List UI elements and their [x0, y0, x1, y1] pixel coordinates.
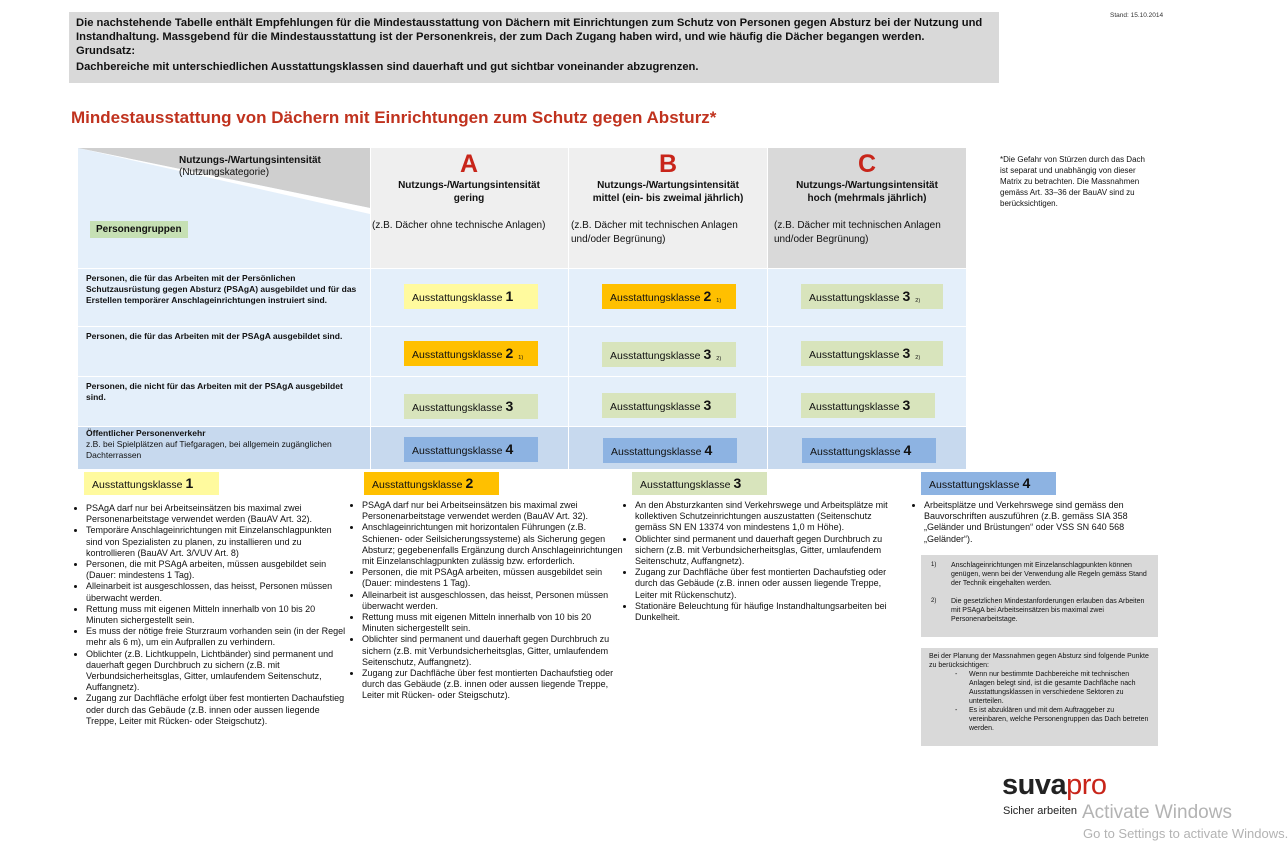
list-item: • PSAgA darf nur bei Arbeitseinsätzen bis maximal zwei Personenarbeitstage verwendet werden (BauAV Art. 32).: [86, 503, 348, 525]
list-item: • Zugang zur Dachfläche erfolgt über fest montierten Dachaufstieg oder durch das Gebäude (z.B. innen oder aussen liegende Treppe, Leiter mit Rücken- oder Steigschutz).: [86, 693, 348, 727]
row-3-col-a-badge: Ausstattungsklasse 3: [404, 394, 538, 419]
class-1-list: [72, 503, 348, 727]
row-2-col-a-badge: Ausstattungsklasse 2 1): [404, 341, 538, 366]
row-4-label-text: Öffentlicher Personenverkehr: [86, 428, 206, 438]
footnote-2: 2) Die gesetzlichen Mindestanforderungen erlauben das Arbeiten mit PSAgA bei Arbeitseinsätzen bis maximal zwei Personenarbeitstage.: [931, 598, 1145, 623]
list-item: • Zugang zur Dachfläche über fest montierten Dachaufstieg oder durch das Gebäude (z.B. innen oder aussen liegende Treppe, Leiter mit Rücken- oder Steigschutz).: [362, 668, 624, 702]
row-4-label: [78, 427, 370, 469]
list-item: • Temporäre Anschlageinrichtungen mit Einzelanschlagpunkten sind von Spezialisten zu planen, zu installieren und zu kontrollieren (BauAV Art. 3/VUV Art. 8): [86, 525, 348, 559]
list-item: • Arbeitsplätze und Verkehrswege sind gemäss den Bauvorschriften auszuführen (z.B. gemäss SIA 358 „Geländer und Brüstungen“ oder VSS SN 640 568 „Geländer“).: [924, 500, 1162, 545]
date-stamp: Stand: 15.10.2014: [1110, 12, 1164, 19]
activation-watermark: Activate Windows: [1082, 802, 1232, 823]
col-b-example: (z.B. Dächer mit technischen Anlagen und/oder Begrünung): [571, 220, 738, 245]
header-col-c: [768, 148, 966, 268]
col-c-line1: Nutzungs-/Wartungsintensität: [796, 180, 938, 191]
col-c-example: (z.B. Dächer mit technischen Anlagen und/oder Begrünung): [774, 220, 941, 245]
row-2-col-c-badge: Ausstattungsklasse 3 2): [801, 341, 943, 366]
star-footnote: *Die Gefahr von Stürzen durch das Dach ist separat und unabhängig von dieser Matrix zu betrachten. Die Massnahmen gemäss Art. 33–36 der BauAV sind zu berücksichtigen.: [1000, 155, 1145, 208]
col-c-line2: hoch (mehrmals jährlich): [807, 193, 927, 204]
col-a-letter: A: [459, 150, 479, 178]
row-1-col-c-badge: Ausstattungsklasse 3 2): [801, 284, 943, 309]
row-3-label-text: Personen, die nicht für das Arbeiten mit der PSAgA ausgebildet sind.: [86, 381, 343, 402]
grundsatz-text: Dachbereiche mit unterschiedlichen Ausstattungsklassen sind dauerhaft und gut sichtbar voneinander abzugrenzen.: [76, 61, 699, 73]
list-item: • Oblichter (z.B. Lichtkuppeln, Lichtbänder) sind permanent und dauerhaft gegen Durchbruch zu sichern (z.B. mit Verbundsicherheitsglas, Gitter, umlaufendem Seitenschutz, Auffangnetz).: [86, 649, 348, 694]
list-item: • Personen, die mit PSAgA arbeiten, müssen ausgebildet sein (Dauer: mindestens 1 Tag).: [362, 567, 624, 589]
list-item: • Zugang zur Dachfläche über fest montierten Dachaufstieg oder durch das Gebäude (z.B. innen oder aussen liegende Treppe, Leiter mit Rückenschutz).: [635, 567, 897, 601]
header-corner-cell: [78, 148, 370, 268]
row-2-col-b-badge: Ausstattungsklasse 3 2): [602, 342, 736, 367]
class-4-list: [910, 500, 1162, 545]
col-c-letter: C: [857, 150, 877, 178]
header-col-b: [569, 148, 767, 268]
row-4-col-a-badge: Ausstattungsklasse 4: [404, 437, 538, 462]
planning-intro: Bei der Planung der Massnahmen gegen Absturz sind folgende Punkte zu berücksichtigen:: [929, 653, 1149, 669]
row-4-sublabel: z.B. bei Spielplätzen auf Tiefgaragen, bei allgemein zugänglichen Dachterrassen: [86, 439, 332, 460]
row-2-label: [78, 327, 370, 376]
footnote-1: 1) Anschlageinrichtungen mit Einzelanschlagpunkten können genügen, wenn bei der Verwendung alle Regeln gemäss Stand der Technik eingehalten werden.: [931, 562, 1147, 587]
list-item: • PSAgA darf nur bei Arbeitseinsätzen bis maximal zwei Personenarbeitstage verwendet werden (BauAV Art. 32).: [362, 500, 624, 522]
row-3-col-b-badge: Ausstattungsklasse 3: [602, 393, 736, 418]
column-divider: [370, 148, 371, 469]
row-4-col-c-badge: Ausstattungsklasse 4: [802, 438, 936, 463]
intro-text: Die nachstehende Tabelle enthält Empfehlungen für die Mindestausstattung von Dächern mit Einrichtungen zum Schutz von Personen gegen Absturz bei der Nutzung und Instandhaltung. Massgebend für die Mindestausstattung ist der Personenkreis, der zum Dach Zugang haben wird, und wie häufig die Dächer begangen werden.: [76, 17, 983, 43]
planning-list: [929, 670, 1150, 733]
col-a-line1: Nutzungs-/Wartungsintensität: [398, 180, 540, 191]
intro-box: [69, 12, 999, 83]
row-1-col-b-badge: Ausstattungsklasse 2 1): [602, 284, 736, 309]
row-1-col-a-badge: Ausstattungsklasse 1: [404, 284, 538, 309]
personengruppen-label: Personengruppen: [90, 221, 188, 238]
class-4-header: Ausstattungsklasse 4: [921, 472, 1056, 495]
row-3-col-c-badge: Ausstattungsklasse 3: [801, 393, 935, 418]
activation-watermark-sub: Go to Settings to activate Windows.: [1083, 826, 1288, 841]
list-item: • An den Absturzkanten sind Verkehrswege und Arbeitsplätze mit kollektiven Schutzeinrichtungen auszustatten (Seitenschutz gemäss SN EN 13374 von mindestens 1,0 m Höhe).: [635, 500, 897, 534]
list-item: - Wenn nur bestimmte Dachbereiche mit technischen Anlagen belegt sind, ist die gesamte Dachfläche nach Ausstattungsklassen in verschiedene Sektoren zu unterteilen.: [969, 670, 1150, 706]
col-b-line1: Nutzungs-/Wartungsintensität: [597, 180, 739, 191]
suvapro-logo: suvapro: [1002, 769, 1107, 801]
class-1-header: Ausstattungsklasse 1: [84, 472, 219, 495]
class-3-header: Ausstattungsklasse 3: [632, 472, 767, 495]
col-a-example: (z.B. Dächer ohne technische Anlagen): [372, 220, 546, 231]
row-3-label: [78, 377, 370, 426]
list-item: • Anschlageinrichtungen mit horizontalen Führungen (z.B. Schienen- oder Seilsicherungssysteme) als Sicherung gegen Absturz; gegebenenfalls Ergänzung durch Anschlageinrichtungen mit Einzelanschlagpunkten zulässig bzw. erforderlich.: [362, 522, 624, 567]
planning-box: [921, 648, 1158, 746]
row-1-label: [78, 269, 370, 326]
list-item: • Oblichter sind permanent und dauerhaft gegen Durchbruch zu sichern (z.B. mit Verbundsicherheitsglas, Gitter, umlaufendem Seitenschutz, Auffangnetz).: [635, 534, 897, 568]
footnotes-box: [921, 555, 1158, 637]
col-a-line2: gering: [453, 193, 485, 204]
row-1-label-text: Personen, die für das Arbeiten mit der Persönlichen Schutzausrüstung gegen Absturz (PSAgA) ausgebildet und für das Erstellen temporärer Anschlageinrichtungen instruiert sind.: [86, 273, 357, 305]
class-3-list: [621, 500, 897, 623]
list-item: • Personen, die mit PSAgA arbeiten, müssen ausgebildet sein (Dauer: mindestens 1 Tag).: [86, 559, 348, 581]
list-item: • Es muss der nötige freie Sturzraum vorhanden sein (in der Regel mehr als 6 m), um ein Aufprallen zu verhindern.: [86, 626, 348, 648]
list-item: • Rettung muss mit eigenen Mitteln innerhalb von 10 bis 20 Minuten sichergestellt sein.: [86, 604, 348, 626]
list-item: - Es ist abzuklären und mit dem Auftraggeber zu vereinbaren, welche Personengruppen das Dach betreten werden.: [969, 706, 1150, 733]
row-4-col-b-badge: Ausstattungsklasse 4: [603, 438, 737, 463]
column-divider: [767, 148, 768, 469]
column-divider: [568, 148, 569, 469]
grundsatz-label: Grundsatz:: [76, 45, 136, 57]
list-item: • Rettung muss mit eigenen Mitteln innerhalb von 10 bis 20 Minuten sichergestellt sein.: [362, 612, 624, 634]
col-b-line2: mittel (ein- bis zweimal jährlich): [592, 193, 744, 204]
intensity-sublabel: (Nutzungskategorie): [179, 167, 270, 178]
row-2-label-text: Personen, die für das Arbeiten mit der PSAgA ausgebildet sind.: [86, 331, 343, 341]
class-2-list: [348, 500, 624, 702]
page-title: Mindestausstattung von Dächern mit Einrichtungen zum Schutz gegen Absturz*: [71, 108, 717, 127]
logo-tagline: Sicher arbeiten: [1003, 805, 1077, 817]
col-b-letter: B: [658, 150, 678, 178]
header-col-a: [370, 148, 568, 268]
list-item: • Alleinarbeit ist ausgeschlossen, das heisst, Personen müssen überwacht werden.: [362, 590, 624, 612]
class-2-header: Ausstattungsklasse 2: [364, 472, 499, 495]
list-item: • Alleinarbeit ist ausgeschlossen, das heisst, Personen müssen überwacht werden.: [86, 581, 348, 603]
intensity-label: Nutzungs-/Wartungsintensität: [179, 155, 321, 166]
list-item: • Stationäre Beleuchtung für häufige Instandhaltungsarbeiten bei Dunkelheit.: [635, 601, 897, 623]
list-item: • Oblichter sind permanent und dauerhaft gegen Durchbruch zu sichern (z.B. mit Verbundsicherheitsglas, Gitter, umlaufendem Seitenschutz, Auffangnetz).: [362, 634, 624, 668]
